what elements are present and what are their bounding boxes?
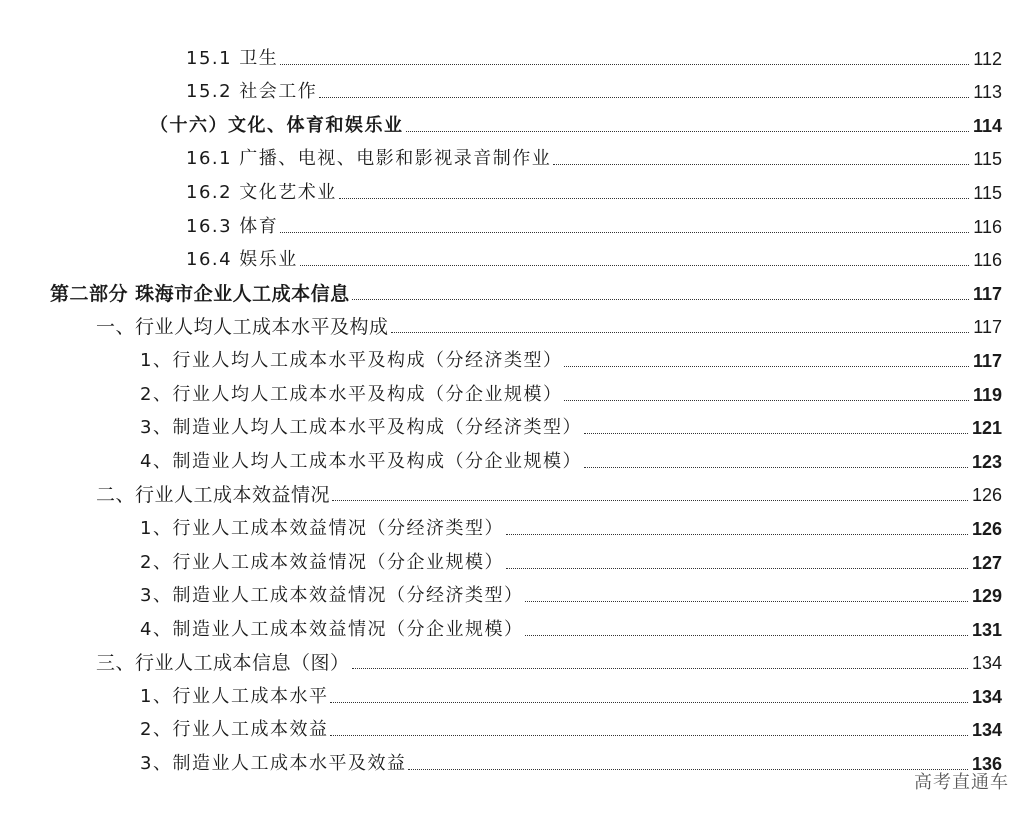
toc-page-number: 121	[971, 418, 1002, 439]
toc-entry-title: 第二部分 珠海市企业人工成本信息	[50, 282, 350, 305]
toc-entry-title: 16.4 娱乐业	[186, 249, 298, 271]
toc-dot-leader	[352, 668, 968, 669]
toc-page-number: 134	[971, 653, 1002, 674]
toc-page-number: 114	[972, 115, 1002, 136]
toc-dot-leader	[319, 97, 969, 98]
toc-entry-title: 3、制造业人工成本效益情况（分经济类型）	[140, 585, 524, 607]
toc-entry-title: 3、制造业人均人工成本水平及构成（分经济类型）	[140, 417, 582, 439]
toc-entry	[0, 40, 1002, 74]
toc-page-number: 117	[973, 317, 1002, 338]
watermark-text: 高考直通车	[914, 772, 1009, 793]
toc-entry-title: 15.1 卫生	[186, 47, 279, 69]
table-of-contents	[0, 40, 1035, 779]
toc-entry	[0, 174, 1002, 208]
toc-entry	[0, 645, 1002, 679]
toc-entry	[0, 309, 1002, 343]
toc-dot-leader	[339, 198, 969, 199]
toc-dot-leader	[406, 131, 969, 132]
toc-dot-leader	[300, 265, 969, 266]
toc-dot-leader	[408, 769, 968, 770]
toc-entry-title: 一、行业人均人工成本水平及构成	[96, 316, 389, 339]
toc-page-number: 131	[971, 619, 1002, 640]
toc-page-number: 127	[971, 552, 1002, 573]
toc-page-number: 117	[972, 283, 1002, 304]
toc-page-number: 116	[973, 250, 1002, 271]
toc-page-number: 134	[971, 720, 1002, 741]
toc-dot-leader	[506, 534, 968, 535]
toc-dot-leader	[584, 433, 968, 434]
toc-entry	[0, 107, 1002, 141]
toc-entry	[0, 611, 1002, 645]
toc-entry	[0, 376, 1002, 410]
toc-entry-title: 二、行业人工成本效益情况	[96, 484, 331, 507]
toc-dot-leader	[525, 601, 968, 602]
toc-entry	[0, 141, 1002, 175]
toc-page-number: 119	[972, 384, 1002, 405]
toc-entry-title: 4、制造业人均人工成本水平及构成（分企业规模）	[140, 450, 582, 472]
toc-entry-title: 1、行业人工成本水平	[140, 685, 329, 707]
toc-page-number: 134	[971, 686, 1002, 707]
toc-entry-title: 16.1 广播、电视、电影和影视录音制作业	[186, 148, 552, 170]
toc-dot-leader	[280, 64, 969, 65]
toc-entry	[0, 578, 1002, 612]
toc-dot-leader	[352, 299, 969, 300]
toc-page-number: 126	[971, 485, 1002, 506]
toc-entry-title: 4、制造业人工成本效益情况（分企业规模）	[140, 618, 524, 640]
toc-entry	[0, 477, 1002, 511]
toc-dot-leader	[506, 568, 968, 569]
toc-dot-leader	[564, 366, 969, 367]
toc-entry	[0, 342, 1002, 376]
toc-page-number: 136	[971, 754, 1002, 775]
toc-page-number: 117	[972, 350, 1002, 371]
toc-entry-title: 3、制造业人工成本水平及效益	[140, 753, 407, 775]
toc-entry-title: 2、行业人均人工成本水平及构成（分企业规模）	[140, 383, 563, 405]
toc-entry	[0, 678, 1002, 712]
toc-entry	[0, 510, 1002, 544]
toc-page-number: 123	[971, 451, 1002, 472]
toc-entry-title: 15.2 社会工作	[186, 81, 318, 103]
toc-entry	[0, 208, 1002, 242]
toc-entry-title: 2、行业人工成本效益情况（分企业规模）	[140, 551, 504, 573]
toc-entry-title: 1、行业人工成本效益情况（分经济类型）	[140, 517, 504, 539]
toc-dot-leader	[391, 332, 970, 333]
toc-entry-title: （十六）文化、体育和娱乐业	[150, 114, 404, 136]
toc-entry	[0, 74, 1002, 108]
toc-page-number: 129	[971, 586, 1002, 607]
toc-page-number: 116	[973, 216, 1002, 237]
toc-entry	[0, 443, 1002, 477]
toc-dot-leader	[553, 164, 969, 165]
toc-entry	[0, 745, 1002, 779]
toc-page-number: 113	[973, 82, 1002, 103]
toc-entry	[0, 275, 1002, 309]
toc-dot-leader	[280, 232, 969, 233]
toc-entry	[0, 410, 1002, 444]
toc-dot-leader	[330, 702, 968, 703]
toc-entry	[0, 544, 1002, 578]
toc-entry-title: 16.2 文化艺术业	[186, 181, 337, 203]
toc-dot-leader	[525, 635, 968, 636]
toc-entry-title: 三、行业人工成本信息（图）	[96, 652, 350, 675]
toc-dot-leader	[330, 735, 968, 736]
toc-dot-leader	[584, 467, 968, 468]
toc-page-number: 126	[971, 518, 1002, 539]
toc-entry	[0, 712, 1002, 746]
toc-dot-leader	[332, 500, 968, 501]
toc-page-number: 112	[973, 48, 1002, 69]
toc-entry-title: 2、行业人工成本效益	[140, 719, 329, 741]
toc-entry	[0, 242, 1002, 276]
toc-entry-title: 1、行业人均人工成本水平及构成（分经济类型）	[140, 349, 563, 371]
toc-page-number: 115	[973, 149, 1002, 170]
toc-page-number: 115	[973, 182, 1002, 203]
toc-entry-title: 16.3 体育	[186, 215, 279, 237]
toc-dot-leader	[564, 400, 969, 401]
